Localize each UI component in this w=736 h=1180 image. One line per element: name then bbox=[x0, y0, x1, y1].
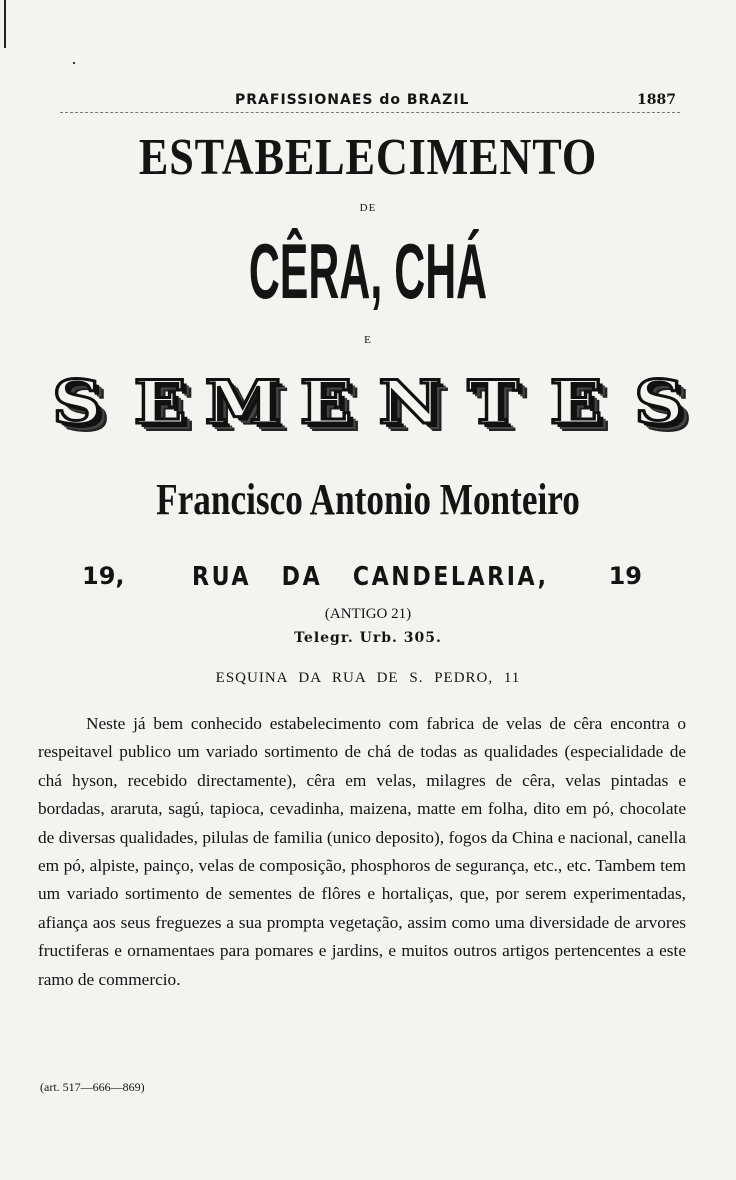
sementes-letter: T bbox=[467, 368, 519, 438]
sementes-letter: M bbox=[205, 368, 282, 438]
street-number-right: 19 bbox=[608, 562, 642, 590]
connector-de: DE bbox=[359, 202, 377, 214]
print-speck bbox=[73, 62, 75, 64]
sementes-letter: E bbox=[549, 368, 603, 438]
sementes-letter: E bbox=[133, 368, 187, 438]
page-edge-mark bbox=[4, 0, 6, 48]
street-name: RUA DA CANDELARIA, bbox=[192, 562, 549, 592]
sementes-letter: S bbox=[52, 368, 102, 438]
running-head bbox=[60, 88, 680, 113]
old-number: (ANTIGO 21) bbox=[324, 606, 412, 622]
connector-e: E bbox=[364, 334, 372, 346]
owner-name: Francisco Antonio Monteiro bbox=[156, 475, 580, 524]
sementes-letter: N bbox=[378, 368, 442, 438]
ad-reference: (art. 517—666—869) bbox=[40, 1080, 145, 1094]
street-corner: ESQUINA DA RUA DE S. PEDRO, 11 bbox=[215, 670, 521, 686]
page-year: 1887 bbox=[637, 92, 676, 108]
ad-title: ESTABELECIMENTO bbox=[138, 129, 598, 186]
telegraph-number: Telegr. Urb. 305. bbox=[294, 630, 442, 646]
ad-body: Neste já bem conhecido estabelecimento com fabrica de velas de cêra encontra o respeitavel publico um variado sortimento de chá de todas as qualidades (especialidade de chá hyson, recebido directamente), cêra em velas, milagres de cêra, velas pintadas e bordadas, araruta, sagú, tapioca, cevadinha, maizena, matte em folha, dito em pó, chocolate de diversas qualidades, pilulas de familia (unico deposito), fogos da China e nacional, canella em pó, alpiste, painço, velas de composição, phosphoros de segurança, etc., etc. Tambem tem um variado sortimento de sementes de flôres e hortaliças, que, por serem experimentadas, afiança aos seus freguezes a sua prompta vegetação, assim como uma diversidade de arvores fructiferas e ornamentaes para pomares e jardins, e muitos outros artigos pertencentes a este ramo de commercio. bbox=[38, 714, 686, 989]
goods-heading: CÊRA, CHÁ bbox=[248, 227, 488, 315]
street-number-left: 19, bbox=[82, 562, 125, 590]
sementes-letter: S bbox=[634, 368, 684, 438]
sementes-letter: E bbox=[300, 368, 353, 438]
sementes-heading bbox=[40, 364, 696, 442]
publication-title: PRAFISSIONAES do BRAZIL bbox=[235, 92, 470, 108]
address-line bbox=[82, 562, 642, 598]
